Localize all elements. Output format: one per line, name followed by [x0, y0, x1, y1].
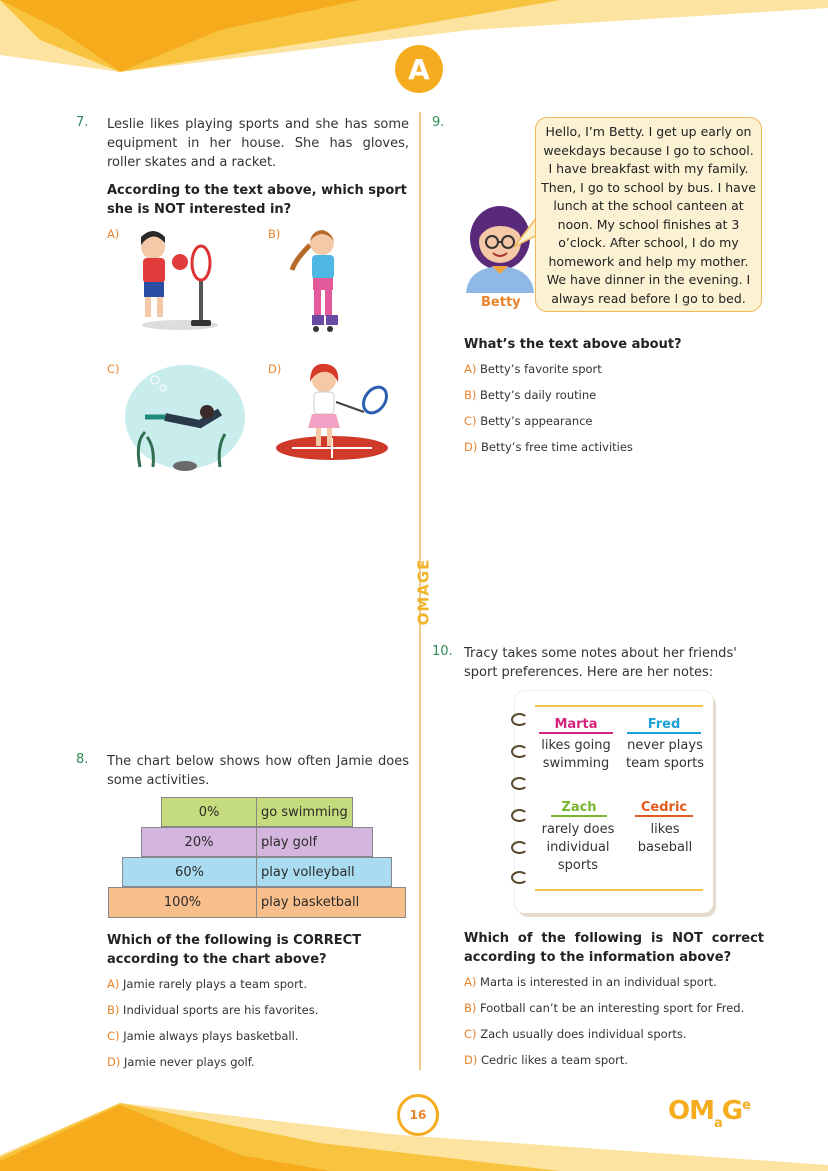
note-cedric-line-2: baseball [637, 840, 693, 855]
note-zach-line-1: rarely does [541, 822, 615, 837]
chart-row-volleyball-activity: play volleyball [261, 864, 355, 880]
page-number: 16 [409, 1108, 427, 1122]
note-cedric-name: Cedric [635, 800, 693, 817]
chart-row-golf-percent: 20% [142, 828, 257, 856]
boxing-girl-picture[interactable] [125, 225, 220, 333]
ring-icon [511, 841, 528, 854]
logo-sup: e [742, 1098, 750, 1113]
q10-option-d[interactable] [464, 1053, 628, 1067]
q10-question: Which of the following is NOT correct according to the information above? [464, 931, 764, 965]
q10-option-d-text: Cedric likes a team sport. [481, 1053, 629, 1067]
chart-row-volleyball-percent: 60% [123, 858, 257, 886]
q9-option-b[interactable] [464, 388, 596, 402]
q9-question: What’s the text above about? [464, 337, 682, 352]
q8-option-d-text: Jamie never plays golf. [124, 1055, 255, 1069]
q8-option-b-text: Individual sports are his favorites. [123, 1003, 319, 1017]
chart-row-basketball [108, 887, 406, 918]
q10-option-d-label: D) [464, 1053, 478, 1067]
q8-option-d-label: D) [107, 1055, 121, 1069]
q10-option-a-label: A) [464, 975, 477, 989]
bubble-line-2: weekdays because I go to school. [543, 142, 754, 158]
q8-question: Which of the following is CORRECT according to the chart above? [107, 933, 362, 967]
ring-icon [511, 871, 528, 884]
bubble-line-3: I have breakfast with my family. [548, 161, 749, 176]
logo-sub: a [713, 1116, 722, 1131]
q8-option-a-text: Jamie rarely plays a team sport. [123, 977, 307, 991]
speech-bubble [535, 117, 762, 312]
q9-option-b-text: Betty’s daily routine [480, 388, 597, 402]
bubble-line-4: Then, I go to school by bus. I have [541, 179, 756, 195]
chart-row-golf [141, 827, 373, 857]
note-cedric-text [623, 821, 707, 857]
note-marta-line-1: likes going [541, 738, 611, 753]
section-badge-letter: A [408, 52, 430, 86]
q10-option-c-text: Zach usually does individual sports. [480, 1027, 687, 1041]
q8-number: 8. [76, 752, 89, 767]
chart-row-swimming-percent: 0% [162, 798, 257, 826]
note-fred-line-1: never plays [627, 738, 703, 753]
q10-text: Tracy takes some notes about her friends' sport preferences. Here are her notes: [464, 646, 737, 680]
bubble-line-6: noon. My school finishes at 3 [557, 216, 740, 232]
q7-option-b-label: B) [268, 227, 281, 241]
ring-icon [511, 745, 528, 758]
logo-end: G [721, 1096, 743, 1126]
q10-option-b[interactable] [464, 1001, 744, 1015]
ring-icon [511, 777, 528, 790]
note-zach-line-2: individual [546, 840, 610, 855]
omage-logo [668, 1096, 750, 1131]
bubble-line-7: o’clock. After school, I do my [558, 235, 739, 250]
logo-main: OM [668, 1096, 714, 1126]
q9-option-d-text: Betty’s free time activities [481, 440, 633, 454]
q8-option-c[interactable] [107, 1029, 298, 1043]
ring-icon [511, 809, 528, 822]
q7-question: According to the text above, which sport she is NOT interested in? [107, 183, 407, 217]
q9-option-c[interactable] [464, 414, 593, 428]
note-fred-text [623, 737, 707, 773]
note-marta-text [535, 737, 617, 773]
chart-row-basketball-percent: 100% [109, 888, 257, 917]
q10-option-c[interactable] [464, 1027, 687, 1041]
note-marta-line-2: swimming [542, 756, 610, 771]
q10-number: 10. [432, 644, 453, 659]
section-badge [395, 45, 443, 93]
page-number-badge [397, 1094, 439, 1136]
bubble-line-5: lunch at the school canteen at [553, 198, 744, 213]
chart-row-basketball-activity: play basketball [261, 895, 360, 910]
note-marta-name: Marta [539, 717, 613, 734]
chart-row-golf-activity: play golf [261, 834, 318, 850]
q10-option-a-text: Marta is interested in an individual sport. [480, 975, 717, 989]
q8-option-b-label: B) [107, 1003, 120, 1017]
chart-row-swimming [161, 797, 353, 827]
q10-option-c-label: C) [464, 1027, 477, 1041]
note-zach-text [537, 821, 619, 875]
q9-option-a-text: Betty’s favorite sport [480, 362, 602, 376]
bubble-line-1: Hello, I’m Betty. I get up early on [545, 124, 752, 139]
q9-option-a[interactable] [464, 362, 602, 376]
q9-option-c-text: Betty’s appearance [480, 414, 593, 428]
q8-option-c-label: C) [107, 1029, 120, 1043]
q8-option-c-text: Jamie always plays basketball. [123, 1029, 299, 1043]
q7-option-c-label: C) [107, 362, 120, 376]
q9-number: 9. [432, 115, 445, 130]
tennis-girl-picture[interactable] [272, 360, 392, 465]
q7-option-d-label: D) [268, 362, 282, 376]
q9-option-c-label: C) [464, 414, 477, 428]
bubble-line-10: always read before I go to bed. [551, 290, 746, 306]
notebook [515, 691, 713, 913]
chart-row-swimming-activity: go swimming [261, 804, 348, 820]
q7-text: Leslie likes playing sports and she has some equipment in her house. She has gloves, roller skates and a racket. [107, 117, 409, 170]
q9-option-a-label: A) [464, 362, 477, 376]
q8-option-d[interactable] [107, 1055, 255, 1069]
q8-text: The chart below shows how often Jamie does some activities. [107, 754, 409, 788]
q7-option-a-label: A) [107, 227, 120, 241]
diving-picture[interactable] [125, 362, 245, 472]
q9-option-d[interactable] [464, 440, 633, 454]
q10-option-b-text: Football can’t be an interesting sport for Fred. [480, 1001, 745, 1015]
note-zach-line-3: sports [557, 858, 599, 873]
bubble-line-8: homework and help my mother. [548, 253, 749, 269]
q8-option-a-label: A) [107, 977, 120, 991]
q7-number: 7. [76, 115, 89, 130]
q8-option-a[interactable] [107, 977, 307, 991]
q9-option-d-label: D) [464, 440, 478, 454]
chart-row-volleyball [122, 857, 392, 887]
q8-option-b[interactable] [107, 1003, 318, 1017]
ring-icon [511, 713, 528, 726]
q10-option-b-label: B) [464, 1001, 477, 1015]
note-fred-line-2: team sports [625, 756, 705, 771]
q10-option-a[interactable] [464, 975, 717, 989]
note-fred-name: Fred [627, 717, 701, 734]
note-zach-name: Zach [551, 800, 607, 817]
note-top-line [535, 705, 703, 707]
betty-name: Betty [481, 295, 521, 310]
roller-skating-girl-picture[interactable] [290, 225, 360, 335]
bubble-line-9: We have dinner in the evening. I [546, 272, 751, 287]
watermark: OMAGE [414, 558, 433, 626]
note-cedric-line-1: likes [650, 822, 680, 837]
note-bottom-line [535, 889, 703, 891]
q9-option-b-label: B) [464, 388, 477, 402]
